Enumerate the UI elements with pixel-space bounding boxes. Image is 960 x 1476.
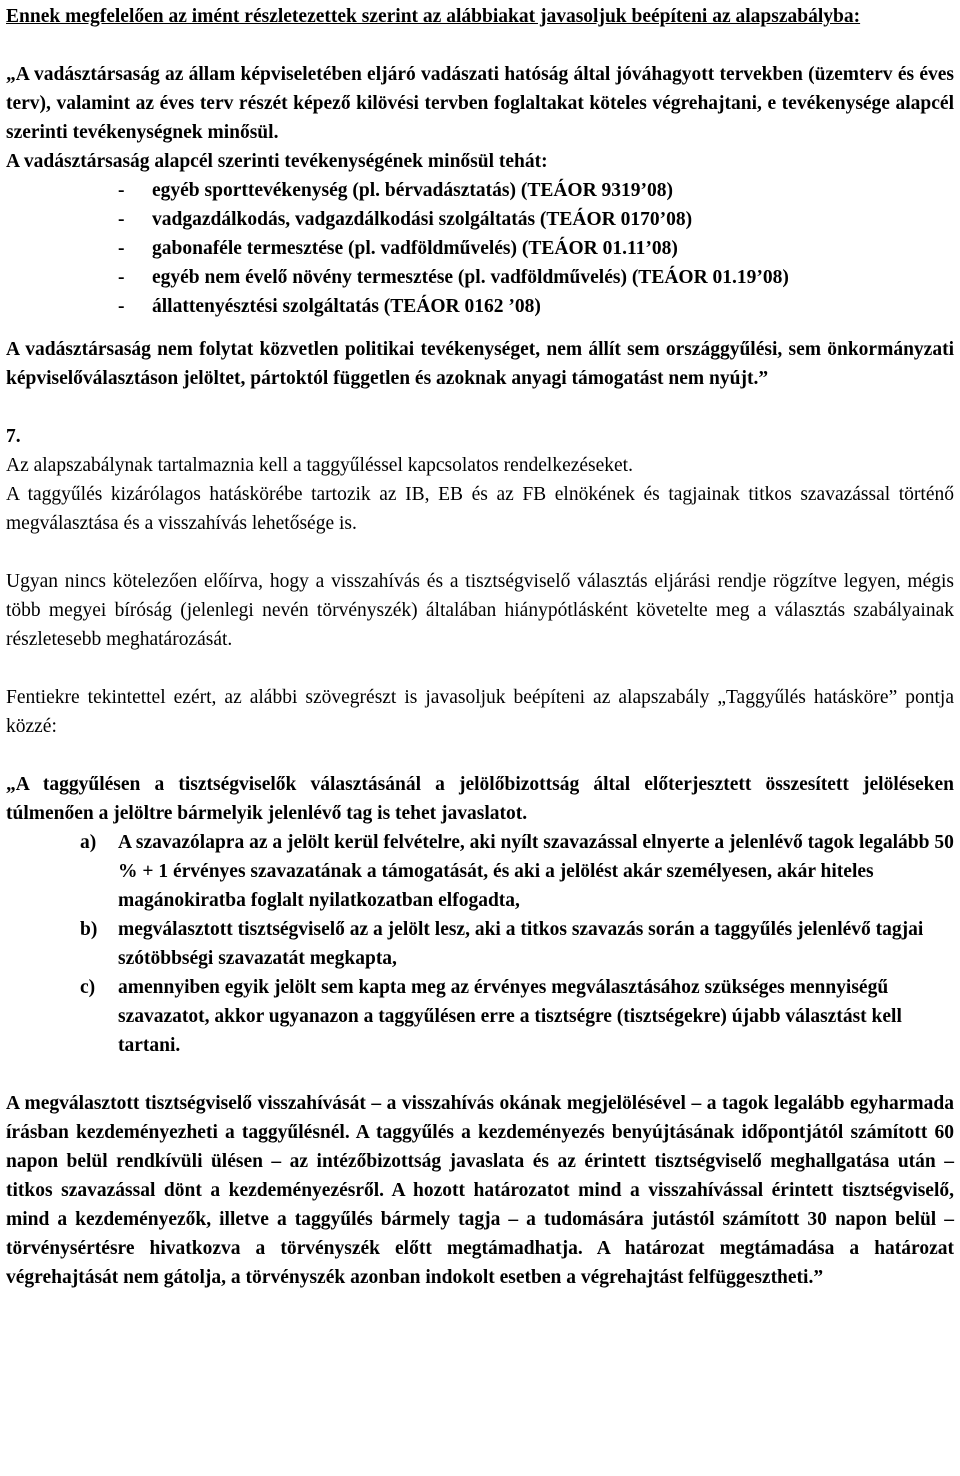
list-marker: c)	[80, 977, 96, 998]
spacer	[6, 393, 954, 422]
spacer	[6, 321, 954, 335]
activity-list	[6, 176, 954, 321]
dash-bullet: -	[118, 267, 125, 288]
list-item	[118, 263, 954, 292]
dash-bullet: -	[118, 296, 125, 317]
dash-bullet: -	[118, 238, 125, 259]
section-line2: A taggyűlés kizárólagos hatáskörébe tartozik az IB, EB és az FB elnökének és tagjainak titkos szavazással történő megválasztása és a visszahívás lehetősége is.	[6, 484, 954, 534]
list-item-text: vadgazdálkodás, vadgazdálkodási szolgáltatás (TEÁOR 0170’08)	[152, 209, 693, 230]
spacer	[6, 741, 954, 770]
list-item	[6, 915, 954, 973]
spacer	[6, 31, 954, 60]
section-number: 7.	[6, 426, 21, 447]
list-item-text: egyéb nem évelő növény termesztése (pl. vadföldművelés) (TEÁOR 01.19’08)	[152, 267, 789, 288]
spacer	[6, 1060, 954, 1089]
list-marker: b)	[80, 919, 98, 940]
paragraph-ugyan: Ugyan nincs kötelezően előírva, hogy a visszahívás és a tisztségviselő választás eljárási rendje rögzítve legyen, mégis több megyei bíróság (jelenlegi nevén törvényszék) általában hiánypótlásként követelte meg a választás szabályainak részletesebb meghatározását.	[6, 571, 954, 650]
spacer	[6, 654, 954, 683]
list-item-text: gabonaféle termesztése (pl. vadföldművelés) (TEÁOR 01.11’08)	[152, 238, 678, 259]
dash-bullet: -	[118, 180, 125, 201]
quote1-closing: A vadásztársaság nem folytat közvetlen politikai tevékenységet, nem állít sem országgyűlési, sem önkormányzati képviselőválasztáson jelöltet, pártoktól független és azoknak anyagi támogatást nem nyújt.”	[6, 339, 954, 389]
dash-bullet: -	[118, 209, 125, 230]
list-item-text: A szavazólapra az a jelölt kerül felvételre, aki nyílt szavazással elnyerte a jelenlévő tagok legalább 50 % + 1 érvényes szavazatának a támogatását, és aki a jelölést akár személyesen, akár hiteles magánokiratba foglalt nyilatkozatban elfogadta,	[118, 832, 954, 911]
list-marker: a)	[80, 832, 97, 853]
list-item-text: egyéb sporttevékenység (pl. bérvadásztatás) (TEÁOR 9319’08)	[152, 180, 674, 201]
list-item	[118, 176, 954, 205]
election-rules-list	[6, 828, 954, 1060]
quote1-list-intro: A vadásztársaság alapcél szerinti tevékenységének minősül tehát:	[6, 151, 548, 172]
list-item	[118, 292, 954, 321]
list-item	[6, 973, 954, 1060]
section-line1: Az alapszabálynak tartalmaznia kell a taggyűléssel kapcsolatos rendelkezéseket.	[6, 455, 633, 476]
list-item-text: megválasztott tisztségviselő az a jelölt lesz, aki a titkos szavazás során a taggyűlés jelenlévő tagjai szótöbbségi szavazatát megkapta,	[118, 919, 924, 969]
list-item-text: amennyiben egyik jelölt sem kapta meg az érvényes megválasztásához szükséges mennyiségű szavazatot, akkor ugyanazon a taggyűlésen erre a tisztségre (tisztségekre) újabb választást kell tartani.	[118, 977, 902, 1056]
list-item	[118, 234, 954, 263]
spacer	[6, 538, 954, 567]
quote1-paragraph: „A vadásztársaság az állam képviseletében eljáró vadászati hatóság által jóváhagyott tervekben (üzemterv és éves terv), valamint az éves terv részét képező kilövési tervben foglaltakat köteles végrehajtani, e tevékenysége alapcél szerinti tevékenységnek minősül.	[6, 64, 954, 143]
paragraph-fentiekre: Fentiekre tekintettel ezért, az alábbi szövegrészt is javasoljuk beépíteni az alapszabály „Taggyűlés hatásköre” pontja közzé:	[6, 687, 954, 737]
quote2-intro: „A taggyűlésen a tisztségviselők választásánál a jelölőbizottság által előterjesztett összesített jelöléseken túlmenően a jelöltre bármelyik jelenlévő tag is tehet javaslatot.	[6, 774, 954, 824]
list-item-text: állattenyésztési szolgáltatás (TEÁOR 0162 ’08)	[152, 296, 541, 317]
heading: Ennek megfelelően az imént részletezettek szerint az alábbiakat javasoljuk beépíteni az alapszabályba:	[6, 6, 861, 27]
list-item	[118, 205, 954, 234]
quote2-closing: A megválasztott tisztségviselő visszahívását – a visszahívás okának megjelölésével – a tagok legalább egyharmada írásban kezdeményezheti a taggyűlésnél. A taggyűlés a kezdeményezés benyújtásának időpontjától számított 60 napon belül rendkívüli ülésen – az intézőbizottság javaslata és az érintett tisztségviselő meghallgatása után – titkos szavazással dönt a kezdeményezésről. A hozott határozatot mind a visszahívással érintett tisztségviselő, mind a kezdeményezők, illetve a taggyűlés bármely tagja – a tudomására jutástól számított 30 napon belül – törvénysértésre hivatkozva a törvényszék előtt megtámadhatja. A határozat megtámadása a határozat végrehajtását nem gátolja, a törvényszék azonban indokolt esetben a végrehajtást felfüggesztheti.”	[6, 1093, 954, 1288]
list-item	[6, 828, 954, 915]
